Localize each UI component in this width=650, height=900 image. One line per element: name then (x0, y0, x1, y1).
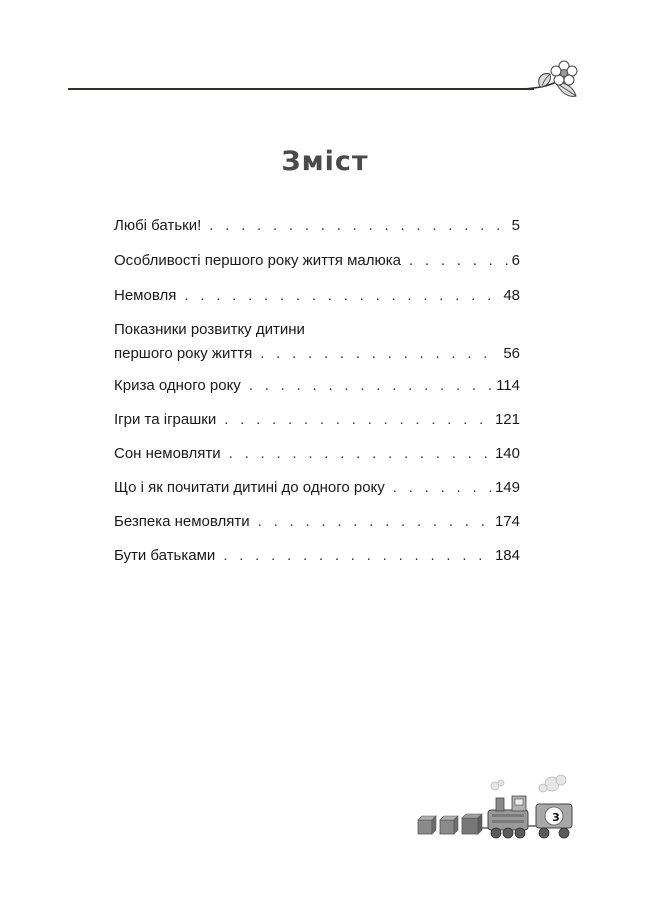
toc-page-number: 184 (494, 547, 520, 564)
page-title: Зміст (281, 146, 369, 177)
toc-dot-leader (260, 343, 499, 365)
toc-page-number: 5 (511, 217, 520, 234)
toc-entry-label: Сон немовляти (114, 445, 221, 462)
page-number: 3 (552, 811, 560, 824)
toc-entry[interactable] (114, 477, 520, 499)
toc-entry[interactable] (114, 545, 520, 567)
header-rule (68, 88, 534, 90)
toc-dot-leader (184, 285, 499, 307)
toc-dot-leader (224, 409, 491, 431)
toc-entry[interactable] (114, 250, 520, 272)
toc-page-number: 174 (494, 513, 520, 530)
toy-train-icon (412, 774, 588, 844)
toc-page-number: 48 (503, 287, 520, 304)
toc-page-number: 121 (494, 411, 520, 428)
toc-entry-label: Любі батьки! (114, 217, 202, 234)
toc-page-number: 6 (511, 252, 520, 269)
toc-entry-label: Особливості першого року життя малюка (114, 252, 401, 269)
toc-entry[interactable] (114, 511, 520, 533)
toc-entry-label: Бути батьками (114, 547, 216, 564)
toc-page-number: 114 (496, 377, 520, 394)
toc-entry-label-line1: Показники розвитку дитини (114, 321, 305, 338)
toc-entry-label: Немовля (114, 287, 177, 304)
toc-page-number: 149 (494, 479, 520, 496)
toc-dot-leader (209, 215, 507, 237)
toc-entry-label: Криза одного року (114, 377, 241, 394)
toc-dot-leader (249, 375, 492, 397)
toc-dot-leader (258, 511, 491, 533)
toc-dot-leader (229, 443, 491, 465)
toc-entry-label: Безпека немовляти (114, 513, 250, 530)
toc-dot-leader (223, 545, 491, 567)
toc-entry[interactable] (114, 375, 520, 397)
toc-entry-label: Ігри та іграшки (114, 411, 217, 428)
toc-entry[interactable] (114, 285, 520, 307)
flower-icon (522, 58, 582, 102)
toc-page-number: 140 (494, 445, 520, 462)
toc-entry[interactable] (114, 443, 520, 465)
toc-entry[interactable] (114, 319, 520, 365)
toc-dot-leader (393, 477, 491, 499)
toc-entry[interactable] (114, 215, 520, 237)
toc-dot-leader (409, 250, 508, 272)
toc-entry-label: Що і як почитати дитині до одного року (114, 479, 385, 496)
toc-entry[interactable] (114, 409, 520, 431)
toc-entry-label: першого року життя (114, 345, 253, 362)
toc-page-number: 56 (503, 345, 520, 362)
